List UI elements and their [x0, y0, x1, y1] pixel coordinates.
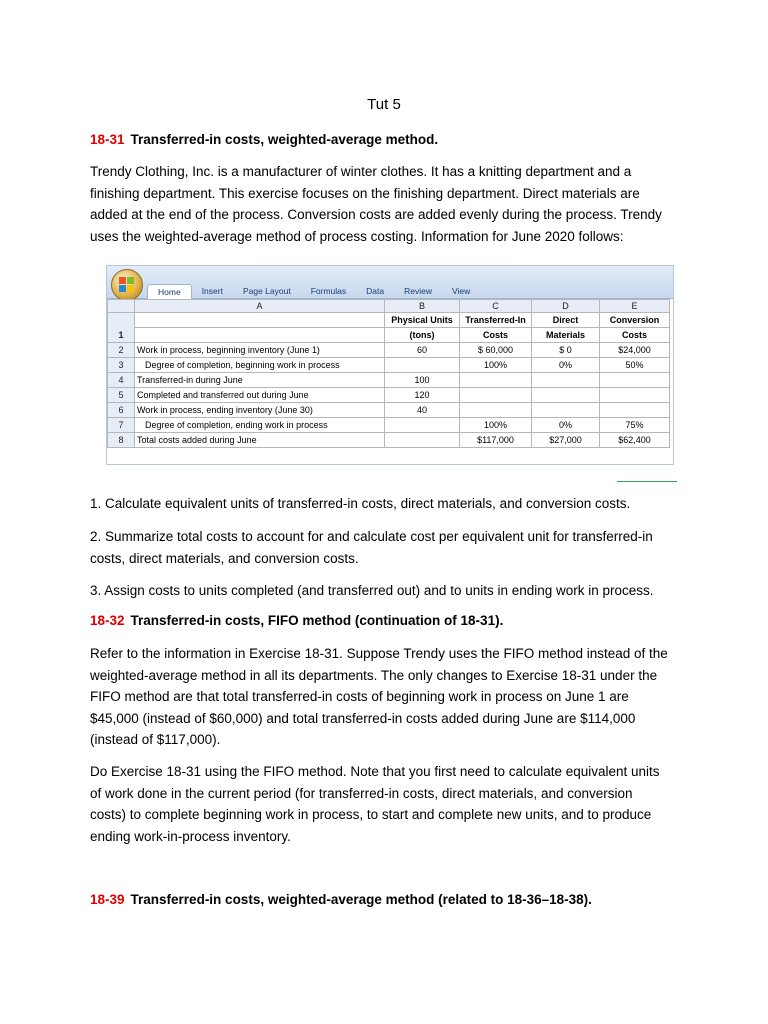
- text-line: costs, direct materials, and conversion costs.: [90, 550, 359, 566]
- row-label: Completed and transferred out during June: [135, 388, 385, 403]
- direct-materials-cell: [532, 403, 600, 418]
- text-line: 2. Summarize total costs to account for and calculate cost per equivalent unit for transferred-in: [90, 529, 653, 544]
- transferred-in-cell: [460, 388, 532, 403]
- text-line: $45,000 (instead of $60,000) and total transferred-in costs added during June are $114,000: [90, 710, 636, 726]
- physical-units-cell: 120: [385, 388, 460, 403]
- spreadsheet-figure: [107, 266, 673, 464]
- physical-units-cell: 100: [385, 373, 460, 388]
- header-cell: Conversion: [600, 313, 670, 328]
- text-line: of work done in the current period (for transferred-in costs, direct materials, and conversion: [90, 785, 633, 801]
- row-label: Work in process, beginning inventory (June 1): [135, 343, 385, 358]
- text-line: FIFO method are that total transferred-in costs of beginning work in process on June 1 are: [90, 689, 629, 704]
- tab-home: Home: [147, 284, 192, 299]
- conversion-cell: [600, 388, 670, 403]
- text-line: uses the weighted-average method of process costing. Information for June 2020 follows:: [90, 228, 624, 244]
- direct-materials-cell: 0%: [532, 358, 600, 373]
- spreadsheet-grid: [107, 299, 670, 448]
- physical-units-cell: 60: [385, 343, 460, 358]
- text-line: costs) to complete beginning work in process, to start and complete new units, and to produce: [90, 807, 652, 822]
- direct-materials-cell: $ 0: [532, 343, 600, 358]
- table-row: [108, 328, 670, 343]
- column-letter: E: [600, 300, 670, 313]
- row-number: 7: [108, 418, 135, 433]
- exercise-18-32-paragraph-1: [90, 643, 686, 751]
- row-number: 2: [108, 343, 135, 358]
- row-label: Degree of completion, ending work in process: [135, 418, 385, 433]
- column-letter: C: [460, 300, 532, 313]
- table-row: [108, 373, 670, 388]
- text-line: weighted-average method in all its departments. The only changes to Exercise 18-31 under the: [90, 667, 658, 683]
- text-line: added at the end of the process. Conversion costs are added evenly during the process. Trendy: [90, 207, 662, 222]
- text-line: Do Exercise 18-31 using the FIFO method. Note that you first need to calculate equivalent units: [90, 764, 660, 779]
- tab-review: Review: [404, 286, 432, 296]
- conversion-cell: 50%: [600, 358, 670, 373]
- exercise-number: 18-39: [90, 892, 125, 907]
- conversion-cell: 75%: [600, 418, 670, 433]
- question-2: [90, 526, 686, 569]
- row-label: Work in process, ending inventory (June 30): [135, 403, 385, 418]
- column-header-row: [108, 300, 670, 313]
- column-letter: A: [135, 300, 385, 313]
- corner-cell: [108, 300, 135, 313]
- physical-units-cell: 40: [385, 403, 460, 418]
- ribbon-tabs: [147, 284, 480, 298]
- physical-units-cell: [385, 433, 460, 448]
- table-row: [108, 313, 670, 328]
- row-label: Transferred-in during June: [135, 373, 385, 388]
- header-cell: Costs: [460, 328, 532, 343]
- row-label: Total costs added during June: [135, 433, 385, 448]
- tab-page-layout: Page Layout: [242, 286, 291, 296]
- table-row: [108, 433, 670, 448]
- row-number: 8: [108, 433, 135, 448]
- direct-materials-cell: $27,000: [532, 433, 600, 448]
- transferred-in-cell: 100%: [460, 418, 532, 433]
- exercise-title: Transferred-in costs, FIFO method (continuation of 18-31).: [130, 613, 504, 628]
- conversion-cell: [600, 373, 670, 388]
- tab-formulas: Formulas: [310, 286, 347, 296]
- row-number: 4: [108, 373, 135, 388]
- transferred-in-cell: $ 60,000: [460, 343, 532, 358]
- exercise-18-32-paragraph-2: [90, 761, 686, 847]
- header-cell: Transferred-In: [460, 313, 532, 328]
- transferred-in-cell: [460, 403, 532, 418]
- table-row: [108, 418, 670, 433]
- tab-insert: Insert: [201, 286, 223, 296]
- table-row: [108, 343, 670, 358]
- conversion-cell: [600, 403, 670, 418]
- text-line: Trendy Clothing, Inc. is a manufacturer of winter clothes. It has a knitting department and a: [90, 164, 632, 179]
- direct-materials-cell: [532, 388, 600, 403]
- row-number: 1: [108, 313, 135, 343]
- column-letter: B: [385, 300, 460, 313]
- exercise-number: 18-32: [90, 613, 125, 628]
- table-row: [108, 403, 670, 418]
- exercise-18-31-heading: [90, 132, 438, 147]
- direct-materials-cell: 0%: [532, 418, 600, 433]
- header-cell: Costs: [600, 328, 670, 343]
- tab-view: View: [451, 286, 471, 296]
- transferred-in-cell: $117,000: [460, 433, 532, 448]
- transferred-in-cell: [460, 373, 532, 388]
- conversion-cell: $62,400: [600, 433, 670, 448]
- text-line: (instead of $117,000).: [90, 732, 221, 747]
- exercise-title: Transferred-in costs, weighted-average method.: [130, 132, 439, 147]
- exercise-18-39-heading: [90, 892, 592, 907]
- question-3: 3. Assign costs to units completed (and transferred out) and to units in ending work in process.: [90, 583, 654, 598]
- row-number: 5: [108, 388, 135, 403]
- direct-materials-cell: [532, 373, 600, 388]
- table-row: [108, 358, 670, 373]
- ribbon: [107, 266, 673, 299]
- exercise-title: Transferred-in costs, weighted-average method (related to 18-36–18-38).: [130, 892, 592, 907]
- exercise-18-32-heading: [90, 613, 503, 628]
- question-1: 1. Calculate equivalent units of transferred-in costs, direct materials, and conversion costs.: [90, 496, 631, 511]
- exercise-18-31-intro: [90, 161, 686, 247]
- text-line: finishing department. This exercise focuses on the finishing department. Direct materials are: [90, 185, 640, 201]
- column-letter: D: [532, 300, 600, 313]
- text-line: Refer to the information in Exercise 18-31. Suppose Trendy uses the FIFO method instead of the: [90, 646, 668, 661]
- transferred-in-cell: 100%: [460, 358, 532, 373]
- header-cell: (tons): [385, 328, 460, 343]
- physical-units-cell: [385, 358, 460, 373]
- cell: [135, 328, 385, 343]
- office-button-icon: [111, 269, 143, 301]
- divider: [617, 481, 677, 482]
- conversion-cell: $24,000: [600, 343, 670, 358]
- page-title: Tut 5: [367, 96, 401, 113]
- table-row: [108, 388, 670, 403]
- physical-units-cell: [385, 418, 460, 433]
- text-line: ending work-in-process inventory.: [90, 828, 291, 844]
- tab-data: Data: [366, 286, 385, 296]
- header-cell: Physical Units: [385, 313, 460, 328]
- header-cell: Materials: [532, 328, 600, 343]
- exercise-number: 18-31: [90, 132, 125, 147]
- cell: [135, 313, 385, 328]
- row-number: 3: [108, 358, 135, 373]
- row-number: 6: [108, 403, 135, 418]
- header-cell: Direct: [532, 313, 600, 328]
- row-label: Degree of completion, beginning work in process: [135, 358, 385, 373]
